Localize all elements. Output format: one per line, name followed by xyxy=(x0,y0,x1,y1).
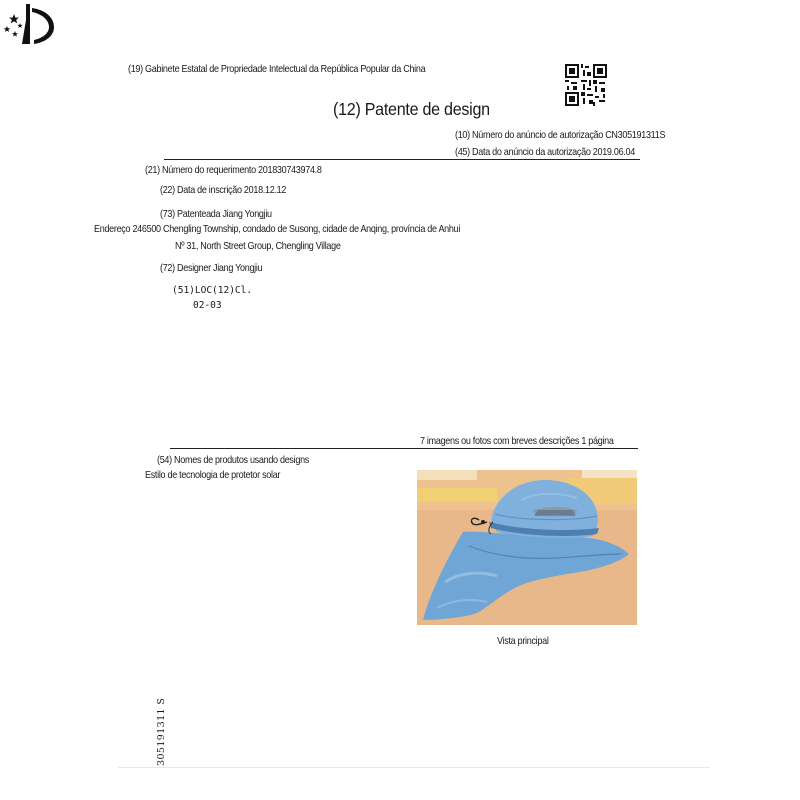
address-line-2: Nº 31, North Street Group, Chengling Village xyxy=(175,240,341,252)
sun-protection-hat-photo xyxy=(417,470,637,625)
summary-divider xyxy=(170,448,638,449)
page-bottom-rule xyxy=(118,767,710,768)
header-divider xyxy=(164,159,640,160)
product-name: Estilo de tecnologia de protetor solar xyxy=(145,469,281,481)
designer: (72) Designer Jiang Yongjiu xyxy=(160,262,263,274)
announcement-number: (10) Número do anúncio de autorização CN305191311S xyxy=(455,129,666,141)
application-number: (21) Número do requerimento 201830743974.8 xyxy=(145,164,322,176)
filing-date: (22) Data de inscrição 2018.12.12 xyxy=(160,184,287,196)
cnipa-logo-icon xyxy=(0,0,58,46)
qr-code-icon xyxy=(565,64,607,106)
document-title: (12) Patente de design xyxy=(333,99,490,119)
loc-classification-label: (51)LOC(12)Cl. xyxy=(172,285,253,296)
announcement-date: (45) Data do anúncio da autorização 2019.06.04 xyxy=(455,146,635,158)
office-name: (19) Gabinete Estatal de Propriedade Intelectual da República Popular da China xyxy=(128,63,426,75)
side-publication-number: 305191311 S xyxy=(156,697,167,766)
images-note: 7 imagens ou fotos com breves descrições 1 página xyxy=(420,435,614,447)
product-heading: (54) Nomes de produtos usando designs xyxy=(157,454,310,466)
address-line-1: Endereço 246500 Chengling Township, condado de Susong, cidade de Anqing, província de Anhui xyxy=(94,223,461,235)
patentee: (73) Patenteada Jiang Yongjiu xyxy=(160,208,272,220)
loc-classification-value: 02-03 xyxy=(193,300,222,311)
figure-caption: Vista principal xyxy=(497,635,549,647)
